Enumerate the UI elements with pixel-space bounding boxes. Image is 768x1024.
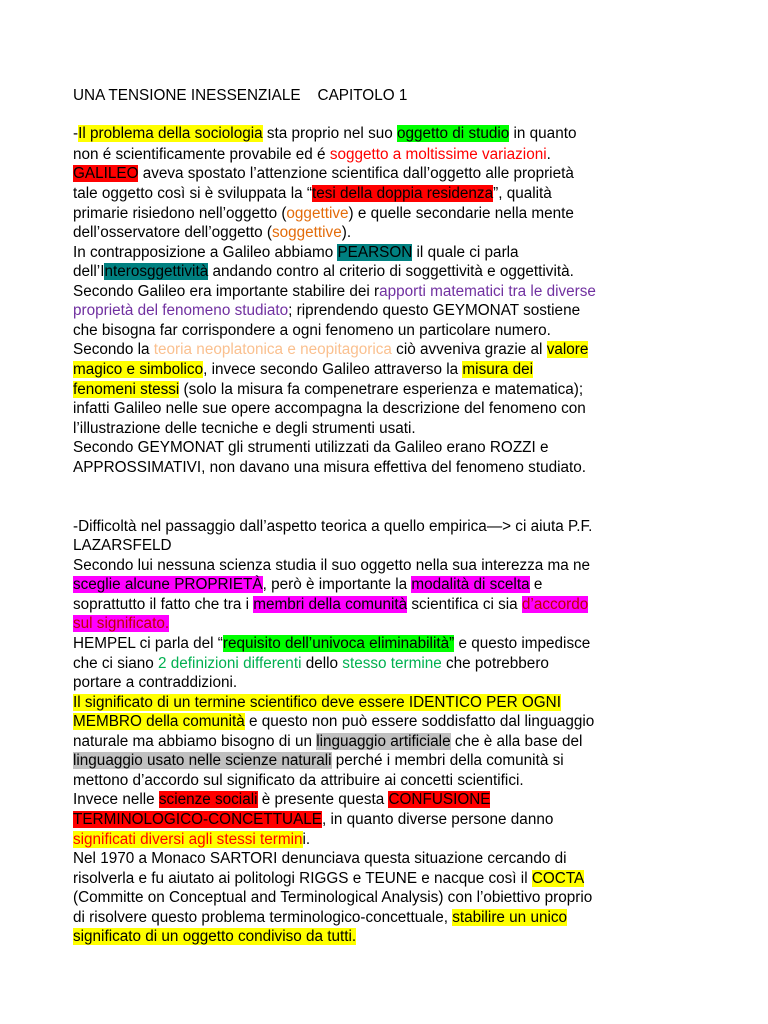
text-segment: non é scientificamente provabile ed é bbox=[73, 146, 330, 163]
text-line bbox=[73, 399, 586, 418]
highlighted-text: sceglie alcune PROPRIETÀ bbox=[73, 576, 263, 593]
text-segment: -Difficoltà nel passaggio dall’aspetto teorica a quello empirica—> ci aiuta P.F. bbox=[73, 518, 593, 535]
highlighted-text: MEMBRO della comunità bbox=[73, 713, 245, 730]
highlighted-text: CONFUSIONE bbox=[388, 791, 491, 808]
text-segment: sta proprio nel suo bbox=[262, 125, 397, 142]
text-segment: Invece nelle bbox=[73, 791, 159, 808]
text-segment: e questo impedisce bbox=[454, 635, 591, 652]
highlighted-text: scienze sociali bbox=[158, 791, 258, 808]
highlighted-text: misura dei bbox=[462, 361, 533, 378]
text-segment: - bbox=[73, 125, 79, 142]
text-line bbox=[73, 223, 351, 242]
highlighted-text: TERMINOLOGICO-CONCETTUALE bbox=[73, 811, 323, 828]
highlighted-text: oggetto di studio bbox=[397, 125, 510, 142]
text-segment: che ci siano bbox=[73, 655, 159, 672]
text-segment: ; riprendendo questo GEYMONAT sostiene bbox=[288, 302, 581, 319]
text-segment: aveva spostato l’attenzione scientifica dall’oggetto alle proprietà bbox=[138, 165, 574, 182]
highlighted-text: valore bbox=[546, 341, 589, 358]
text-segment: soprattutto il fatto che tra i bbox=[73, 596, 254, 613]
highlighted-text: COCTA bbox=[531, 870, 585, 887]
text-line bbox=[73, 556, 590, 575]
highlighted-text: significato di un oggetto condiviso da tutti. bbox=[73, 928, 357, 945]
text-line bbox=[73, 654, 549, 673]
text-line bbox=[73, 849, 567, 868]
text-segment: ) e quelle secondarie nella mente bbox=[348, 205, 574, 222]
highlighted-text: linguaggio usato nelle scienze naturali bbox=[73, 752, 332, 769]
text-segment: mettono d’accordo sul significato da attribuire ai concetti scientifici. bbox=[73, 772, 524, 789]
text-line bbox=[73, 927, 356, 946]
text-segment: ciò avveniva grazie al bbox=[391, 341, 547, 358]
text-line bbox=[73, 458, 586, 477]
text-line bbox=[73, 340, 588, 359]
text-line bbox=[73, 595, 588, 614]
text-segment: in quanto bbox=[509, 125, 577, 142]
highlighted-text: sul significato. bbox=[73, 615, 170, 632]
text-line bbox=[73, 908, 567, 927]
text-segment: andando contro al criterio di soggettività e oggettività. bbox=[208, 263, 574, 280]
text-segment: scientifica ci sia bbox=[407, 596, 522, 613]
text-segment: (Committe on Conceptual and Terminological Analysis) con l’obiettivo proprio bbox=[73, 889, 593, 906]
text-segment: primarie risiedono nell’oggetto ( bbox=[73, 205, 287, 222]
highlighted-text: membri della comunità bbox=[253, 596, 408, 613]
text-segment: In contrapposizione a Galileo abbiamo bbox=[73, 244, 338, 261]
text-segment: e bbox=[529, 576, 543, 593]
text-line bbox=[73, 693, 561, 712]
text-segment: naturale ma abbiamo bisogno di un bbox=[73, 733, 317, 750]
highlighted-text: oggettive bbox=[286, 205, 349, 222]
text-line bbox=[73, 419, 416, 438]
highlighted-text: apporti matematici tra le diverse bbox=[379, 283, 596, 300]
text-segment: di risolvere questo problema terminologico-concettuale, bbox=[73, 909, 453, 926]
text-segment: l’illustrazione delle tecniche e degli strumenti usati. bbox=[73, 420, 416, 437]
text-segment: è presente questa bbox=[257, 791, 389, 808]
text-line bbox=[73, 810, 553, 829]
text-segment: che potrebbero bbox=[441, 655, 549, 672]
highlighted-text: soggettive bbox=[271, 224, 342, 241]
text-segment: ”, qualità bbox=[493, 185, 552, 202]
text-line bbox=[73, 536, 172, 555]
highlighted-text: nterosggettività bbox=[104, 263, 209, 280]
text-line bbox=[73, 204, 574, 223]
text-segment: e questo non può essere soddisfatto dal linguaggio bbox=[244, 713, 595, 730]
text-line bbox=[73, 732, 582, 751]
highlighted-text: d’accordo bbox=[521, 596, 589, 613]
highlighted-text: teoria neoplatonica e neopitagorica bbox=[153, 341, 392, 358]
text-segment: Secondo lui nessuna scienza studia il suo oggetto nella sua interezza ma ne bbox=[73, 557, 591, 574]
text-line bbox=[73, 575, 542, 594]
text-line bbox=[73, 869, 584, 888]
text-line bbox=[73, 301, 580, 320]
text-segment: APPROSSIMATIVI, non davano una misura effettiva del fenomeno studiato. bbox=[73, 459, 587, 476]
text-line bbox=[73, 243, 519, 262]
text-segment: il quale ci parla bbox=[412, 244, 519, 261]
text-line bbox=[73, 360, 533, 379]
text-line bbox=[73, 790, 490, 809]
text-line bbox=[73, 634, 590, 653]
text-segment: , invece secondo Galileo attraverso la bbox=[203, 361, 463, 378]
text-segment: UNA TENSIONE INESSENZIALE CAPITOLO 1 bbox=[73, 87, 408, 104]
highlighted-text: magico e simbolico bbox=[73, 361, 204, 378]
highlighted-text: Il problema della sociologia bbox=[78, 125, 263, 142]
text-segment: Secondo GEYMONAT gli strumenti utilizzati da Galileo erano ROZZI e bbox=[73, 439, 549, 456]
text-line bbox=[73, 184, 552, 203]
text-segment: ). bbox=[341, 224, 352, 241]
highlighted-text: soggetto a moltissime variazioni bbox=[329, 146, 547, 163]
text-line bbox=[73, 771, 524, 790]
text-segment: i. bbox=[302, 831, 311, 848]
text-segment: risolverla e fu aiutato ai politologi RIGGS e TEUNE e nacque così il bbox=[73, 870, 532, 887]
text-segment: , però è importante la bbox=[262, 576, 412, 593]
text-segment: , in quanto diverse persone danno bbox=[322, 811, 554, 828]
highlighted-text: GALILEO bbox=[73, 165, 139, 182]
highlighted-text: stesso termine bbox=[342, 655, 442, 672]
highlighted-text: proprietà del fenomeno studiato bbox=[73, 302, 289, 319]
text-segment: (solo la misura fa compenetrare esperienza e matematica); bbox=[179, 381, 584, 398]
text-line bbox=[73, 145, 551, 164]
text-line bbox=[73, 830, 310, 849]
text-segment: Secondo Galileo era importante stabilire dei r bbox=[73, 283, 380, 300]
text-segment: Nel 1970 a Monaco SARTORI denunciava questa situazione cercando di bbox=[73, 850, 567, 867]
text-line bbox=[73, 614, 169, 633]
text-line bbox=[73, 124, 576, 143]
text-segment: che bisogna far corrispondere a ogni fenomeno un particolare numero. bbox=[73, 322, 551, 339]
text-segment: infatti Galileo nelle sue opere accompagna la descrizione del fenomeno con bbox=[73, 400, 586, 417]
highlighted-text: significati diversi agli stessi termin bbox=[73, 831, 303, 848]
text-line bbox=[73, 262, 574, 281]
highlighted-text: modalità di scelta bbox=[411, 576, 530, 593]
text-line bbox=[73, 712, 594, 731]
text-segment: dell’osservatore dell’oggetto ( bbox=[73, 224, 272, 241]
text-segment: tale oggetto così si è sviluppata la “ bbox=[73, 185, 312, 202]
text-line bbox=[73, 888, 592, 907]
text-line bbox=[73, 164, 574, 183]
highlighted-text: 2 definizioni differenti bbox=[158, 655, 302, 672]
text-segment: perché i membri della comunità si bbox=[331, 752, 564, 769]
text-line bbox=[73, 321, 551, 340]
text-segment: LAZARSFELD bbox=[73, 537, 172, 554]
text-segment: HEMPEL ci parla del “ bbox=[73, 635, 223, 652]
text-segment: portare a contraddizioni. bbox=[73, 674, 238, 691]
text-segment: . bbox=[546, 146, 551, 163]
highlighted-text: tesi della doppia residenza bbox=[311, 185, 494, 202]
text-line bbox=[73, 380, 583, 399]
text-segment: Secondo la bbox=[73, 341, 154, 358]
text-segment: dell’I bbox=[73, 263, 105, 280]
text-line bbox=[73, 282, 596, 301]
text-segment: che è alla base del bbox=[450, 733, 583, 750]
text-line bbox=[73, 751, 564, 770]
text-line bbox=[73, 517, 592, 536]
highlighted-text: stabilire un unico bbox=[452, 909, 568, 926]
highlighted-text: PEARSON bbox=[337, 244, 413, 261]
text-line bbox=[73, 438, 549, 457]
text-line bbox=[73, 673, 237, 692]
highlighted-text: linguaggio artificiale bbox=[316, 733, 451, 750]
highlighted-text: requisito dell’univoca eliminabilità” bbox=[222, 635, 455, 652]
text-segment: dello bbox=[301, 655, 343, 672]
document-title bbox=[73, 86, 407, 105]
highlighted-text: fenomeni stessi bbox=[73, 381, 180, 398]
highlighted-text: Il significato di un termine scientifico deve essere IDENTICO PER OGNI bbox=[73, 694, 561, 711]
